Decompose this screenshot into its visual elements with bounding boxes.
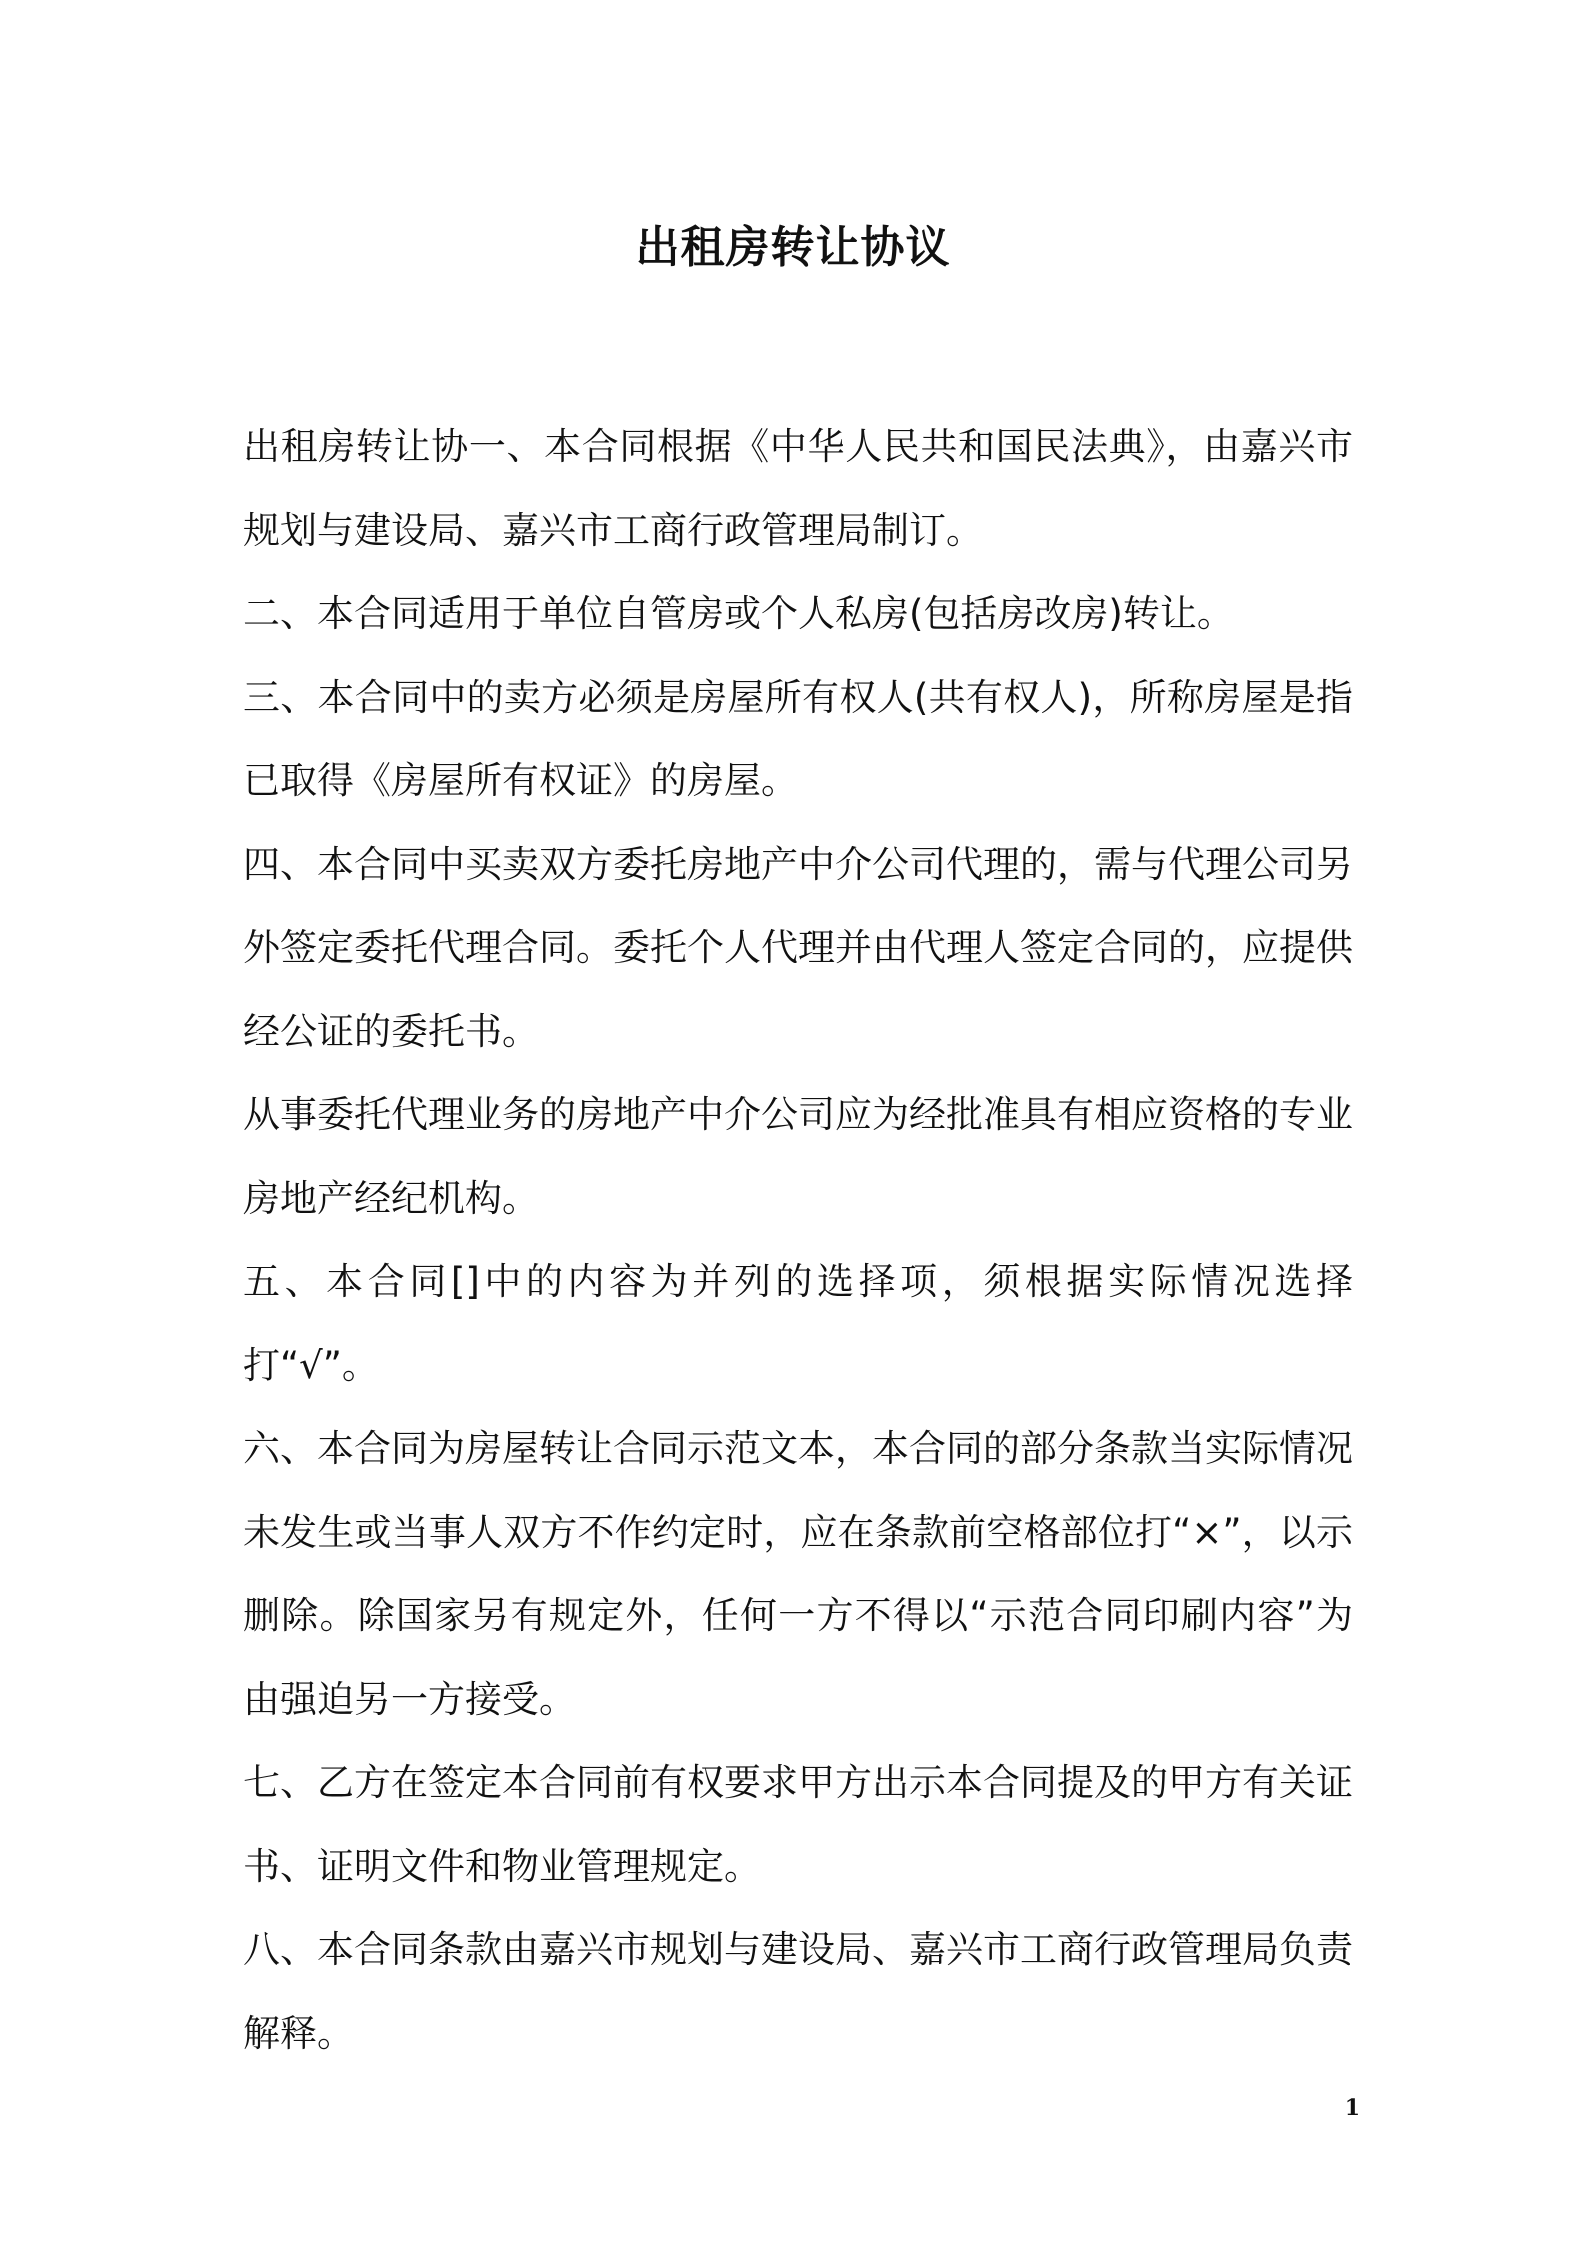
paragraph-4: 四、本合同中买卖双方委托房地产中介公司代理的，需与代理公司另外签定委托代理合同。委托个人代理并由代理人签定合同的，应提供经公证的委托书。 [243, 842, 1353, 1053]
paragraph-3: 三、本合同中的卖方必须是房屋所有权人(共有权人)，所称房屋是指已取得《房屋所有权证》的房屋。 [243, 675, 1353, 802]
paragraph-9: 八、本合同条款由嘉兴市规划与建设局、嘉兴市工商行政管理局负责解释。 [243, 1928, 1353, 2055]
paragraph-6: 五、本合同[]中的内容为并列的选择项，须根据实际情况选择打“√”。 [243, 1260, 1353, 1387]
paragraph-8: 七、乙方在签定本合同前有权要求甲方出示本合同提及的甲方有关证书、证明文件和物业管理规定。 [243, 1761, 1353, 1888]
paragraph-2: 二、本合同适用于单位自管房或个人私房(包括房改房)转让。 [243, 592, 1234, 635]
page-number: 1 [1344, 2095, 1360, 2121]
paragraph-1: 出租房转让协一、本合同根据《中华人民共和国民法典》，由嘉兴市规划与建设局、嘉兴市工商行政管理局制订。 [243, 425, 1353, 552]
document-body [243, 405, 1353, 2075]
paragraph-5: 从事委托代理业务的房地产中介公司应为经批准具有相应资格的专业房地产经纪机构。 [243, 1093, 1353, 1220]
paragraph-7: 六、本合同为房屋转让合同示范文本，本合同的部分条款当实际情况未发生或当事人双方不作约定时，应在条款前空格部位打“×”，以示删除。除国家另有规定外，任何一方不得以“示范合同印刷内容”为由强迫另一方接受。 [243, 1427, 1353, 1721]
document-title: 出租房转让协议 [635, 222, 951, 273]
